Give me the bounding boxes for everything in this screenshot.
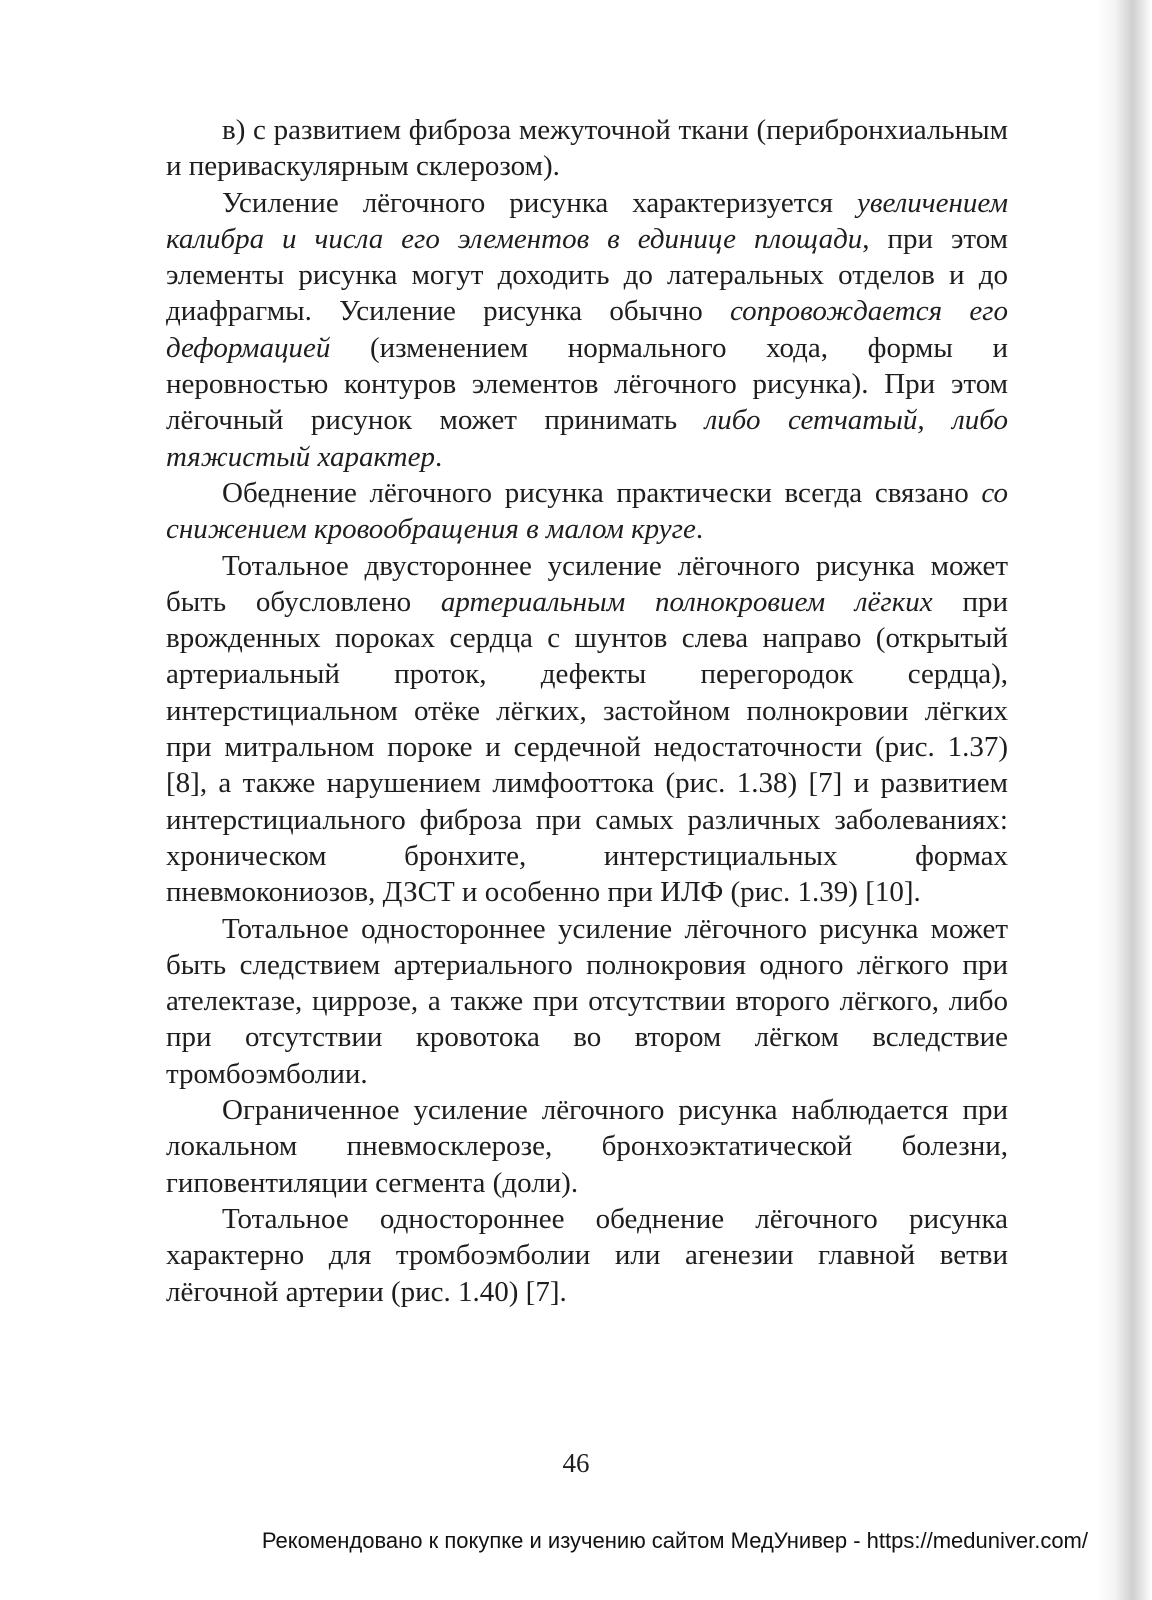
page-body-text	[166, 112, 1008, 1310]
italic-text-run: артериальным полнокровием лёгких	[440, 585, 933, 618]
paragraph-fibrosis-item	[166, 112, 1008, 185]
page-edge-shadow	[1096, 0, 1152, 1600]
text-run: при врожденных пороках сердца с шунтов слева направо (открытый артериальный проток, дефекты перегородок сердца), интерстициальном отёке лёгких, застойном полнокровии лёгких при митральном пороке и сердечной недостаточности (рис. 1.37) [8], а также нарушением лимфооттока (рис. 1.38) [7] и развитием интерстициального фиброза при самых различных заболеваниях: хроническом бронхите, интерстициальных формах пневмокониозов, ДЗСТ и особенно при ИЛФ (рис. 1.39) [10].	[166, 585, 1008, 909]
italic-text-run: со снижением кровообращения в малом круге	[166, 476, 1008, 546]
text-run: Ограниченное усиление лёгочного рисунка наблюдается при локальном пневмосклерозе, бронхоэктатической болезни, гиповентиляции сегмента (доли).	[166, 1094, 1008, 1199]
paragraph-unilateral-depletion	[166, 1201, 1008, 1310]
text-run: (изменением нормального хода, формы и неровностью контуров элементов лёгочного рисунка). При этом лёгочный рисунок может принимать	[166, 331, 1008, 437]
text-run: Усиление лёгочного рисунка характеризуется	[222, 186, 857, 219]
italic-text-run: либо сетчатый, либо тяжистый характер	[166, 404, 1008, 473]
text-run: Тотальное одностороннее усиление лёгочного рисунка может быть следствием артериального полнокровия одного лёгкого при ателектазе, циррозе, а также при отсутствии второго лёгкого, либо при отсутствии кровотока во втором лёгком вследствие тромбоэмболии.	[166, 912, 1008, 1090]
italic-text-run: увеличением калибра и числа его элементов в единице площади	[166, 186, 1008, 255]
text-run: .	[434, 440, 443, 473]
page-number: 46	[562, 1448, 590, 1478]
text-run: Тотальное одностороннее обеднение лёгочного рисунка характерно для тромбоэмболии или агенезии главной ветви лёгочной артерии (рис. 1.40) [7].	[166, 1202, 1008, 1308]
paragraph-limited-enhancement	[166, 1092, 1008, 1201]
italic-text-run: сопровождается его деформацией	[166, 295, 1008, 364]
paragraph-bilateral-enhancement	[166, 548, 1008, 911]
paragraph-pattern-depletion	[166, 475, 1008, 548]
text-run: , при этом элементы рисунка могут доходить до латеральных отделов и до диафрагмы. Усиление рисунка обычно	[166, 222, 1008, 328]
paragraph-unilateral-enhancement	[166, 911, 1008, 1092]
paragraph-pattern-enhancement	[166, 185, 1008, 475]
watermark-link[interactable]: Рекомендовано к покупке и изучению сайтом МедУнивер - https://meduniver.com/	[261, 1528, 1088, 1553]
text-run: в) с развитием фиброза межуточной ткани (перибронхиальным и периваскулярным склерозом).	[166, 114, 1008, 183]
text-run: Тотальное двустороннее усиление лёгочного рисунка может быть обусловлено	[166, 549, 1008, 618]
text-run: .	[695, 513, 704, 546]
text-run: Обеднение лёгочного рисунка практически всегда связано	[222, 476, 982, 509]
